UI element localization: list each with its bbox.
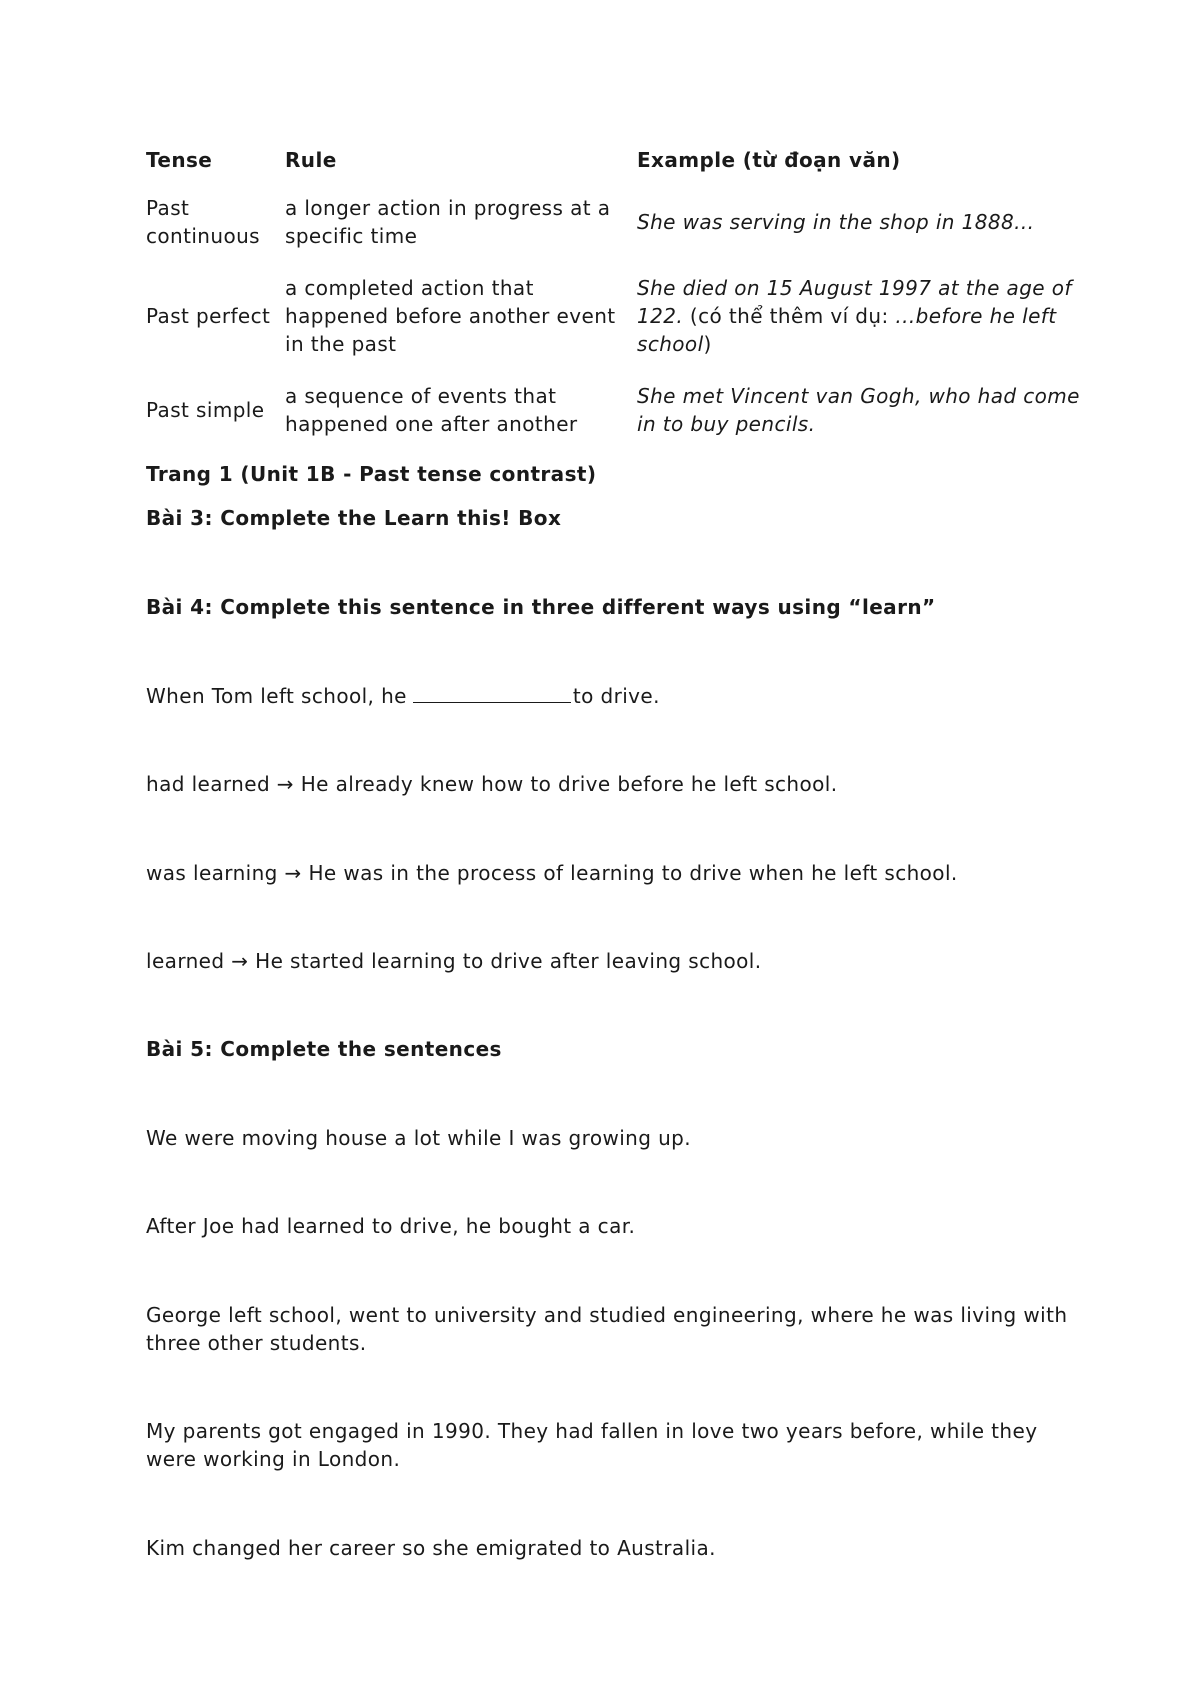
example-cell [637,382,1082,462]
example-text: She was serving in the shop in 1888... [637,210,1035,234]
tense-cell: Past perfect [146,304,271,328]
exercise-4-answer: learned → He started learning to drive after leaving school. [146,949,762,973]
exercise-5-sentence: Kim changed her career so she emigrated to Australia. [146,1536,716,1560]
prompt-before: When Tom left school, he [146,684,407,708]
rule-cell: a completed action that happened before another event in the past [285,276,616,356]
section-title: Trang 1 (Unit 1B - Past tense contrast) [146,462,597,486]
header-rule: Rule [285,148,337,172]
header-example: Example (từ đoạn văn) [637,148,901,172]
exercise-4-heading: Bài 4: Complete this sentence in three different ways using “learn” [146,595,936,619]
example-note-italic: ...before he left school [637,304,1057,356]
rule-cell: a longer action in progress at a specific time [285,196,611,248]
exercise-5-sentence: We were moving house a lot while I was growing up. [146,1126,692,1150]
exercise-5-sentence: George left school, went to university and studied engineering, where he was living with three other students. [146,1303,1068,1355]
exercise-5-heading: Bài 5: Complete the sentences [146,1037,502,1061]
example-cell [637,274,1082,382]
example-note-prefix: (có thể thêm ví dụ: [683,304,896,328]
table-row [146,194,1082,274]
exercise-4-answer: was learning → He was in the process of learning to drive when he left school. [146,861,958,885]
example-cell [637,194,1082,274]
table-header-row [146,146,1082,194]
exercise-4-answer: had learned → He already knew how to drive before he left school. [146,772,838,796]
rule-cell: a sequence of events that happened one after another [285,384,578,436]
exercise-3-heading: Bài 3: Complete the Learn this! Box [146,506,562,530]
answer-blank [413,682,571,703]
example-note-suffix: ) [703,332,712,356]
header-tense: Tense [146,148,213,172]
table-row [146,382,1082,462]
tense-cell: Past simple [146,398,265,422]
tense-table [146,146,1082,462]
example-text: She met Vincent van Gogh, who had come in to buy pencils. [637,384,1080,436]
exercise-4-prompt [146,682,660,710]
tense-cell: Past continuous [146,196,260,248]
prompt-after: to drive. [572,684,660,708]
example-text: She died on 15 August 1997 at the age of 122. [637,276,1072,328]
table-row [146,274,1082,382]
exercise-5-sentence: My parents got engaged in 1990. They had fallen in love two years before, while they were working in London. [146,1419,1038,1471]
exercise-5-sentence: After Joe had learned to drive, he bought a car. [146,1214,636,1238]
